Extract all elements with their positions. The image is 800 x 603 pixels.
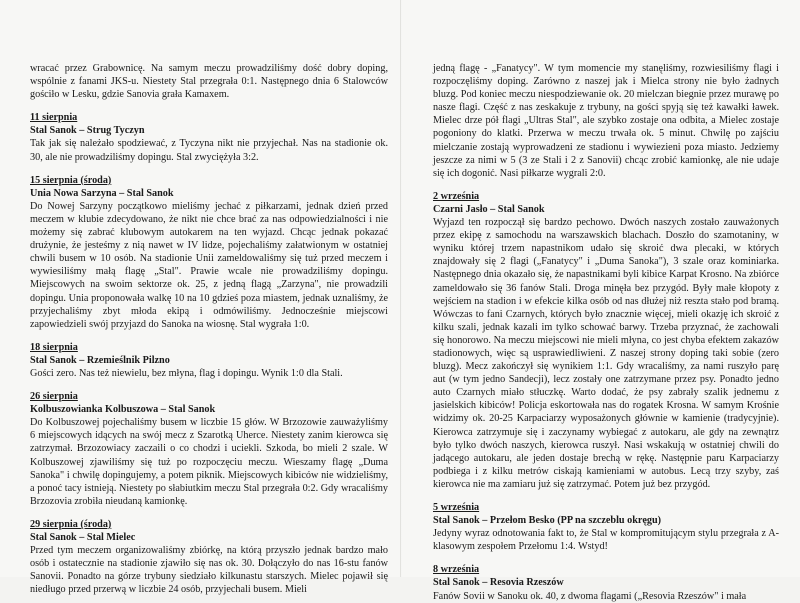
report-text: Fanów Sovii w Sanoku ok. 40, z dwoma flagami („Resovia Rzeszów" i mała bbox=[433, 590, 747, 602]
report-text: Gości zero. Nas też niewielu, bez młyna, flag i dopingu. Wynik 1:0 dla Stali. bbox=[30, 367, 343, 379]
report-section bbox=[433, 190, 779, 491]
report-date: 11 sierpnia bbox=[30, 112, 78, 124]
report-date: 5 września bbox=[433, 502, 480, 513]
report-text: Do Kolbuszowej pojechaliśmy busem w liczbie 15 głów. W Brzozowie zauważyliśmy 6 miejscowych idących na swój mecz z Szarotką Uherce. Niestety zanim kierowca się zatrzymał. Brzozowiacy zaczaili o co chodzi i uciekli. Szkoda, bo mieli 2 szale. W Kolbuszowej zjawiliśmy się tuż po rozpoczęciu meczu. Wieszamy flagę „Duma Sanoka" i chwilę dopingujemy, a potem piknik. Miejscowych kibiców nie widzieliśmy, a ponoć tacy istnieją. Niestety po słabiutkim meczu Stal przegrała 0:2. Gdy wracaliśmy Brzozovia zrobiła nieudaną kamionkę. bbox=[30, 417, 388, 507]
report-date: 15 sierpnia (środa) bbox=[30, 174, 112, 186]
report-section bbox=[30, 390, 388, 508]
report-section bbox=[30, 174, 388, 331]
report-match: Stal Sanok – Rzemieślnik Pilzno bbox=[30, 354, 170, 366]
report-match: Kolbuszowianka Kolbuszowa – Stal Sanok bbox=[30, 404, 216, 416]
report-section bbox=[433, 501, 779, 553]
report-match: Stal Sanok – Strug Tyczyn bbox=[30, 125, 145, 137]
report-date: 8 września bbox=[433, 564, 480, 576]
report-section bbox=[433, 563, 779, 602]
page-fold bbox=[400, 0, 402, 577]
report-match: Stal Sanok – Stal Mielec bbox=[30, 532, 136, 543]
left-column bbox=[30, 62, 388, 596]
report-date: 18 sierpnia bbox=[30, 341, 78, 353]
report-text: Do Nowej Sarzyny początkowo mieliśmy jechać z piłkarzami, jednak dzień przed meczem w klubie zdecydowano, że nikt nie chce brać za nas odpowiedzialności i nie możemy się zabrać klubowym autokarem na ten wyjazd. Chcąc jednak pokazać drużynie, że jesteśmy z nią nawet w IV lidze, pojechaliśmy załatwionym w ostatniej chwili busem w 10 osób. Na stadionie Unii zameldowaliśmy się tuż przed meczem i wywiesiliśmy małą flagę „Stal". Prawie wcale nie prowadziliśmy dopingu. Miejscowych na swoim sektorze ok. 25, z jedną flagą „Zarzyna", nie prowadzili dopingu. Unia proponowała walkę 10 na 10 gdzieś poza miastem, jednak uznaliśmy, że przyjechaliśmy zbyt młoda ekipą i odmówiliśmy. Jednocześnie miejscowi zapowiedzieli swój przyjazd do Sanoka na wiosnę. Stal wygrała 1:0. bbox=[30, 200, 388, 330]
report-text: Przed tym meczem organizowaliśmy zbiórkę, na którą przyszło jednak bardzo mało osób i ostatecznie na stadionie zjawiło się nas ok. 30. Dołączyło do nas 16-stu fanów Sanovii. Ponadto na górze trybuny siedziało kilkunastu starszych. Mielec pojawił się niedługo przed przerwą w liczbie 24 osób, przyjechali busem. Mieli bbox=[30, 545, 388, 596]
report-date: 2 września bbox=[433, 190, 480, 202]
report-section bbox=[30, 518, 388, 597]
report-text: Jedyny wyraz odnotowania fakt to, że Stal w kompromitującym stylu przegrała z A-klasowym zespołem Przełomu 1:4. Wstyd! bbox=[433, 528, 779, 553]
report-section bbox=[30, 341, 388, 380]
report-match: Unia Nowa Sarzyna – Stal Sanok bbox=[30, 187, 174, 199]
report-match: Stal Sanok – Resovia Rzeszów bbox=[433, 577, 564, 589]
report-match: Stal Sanok – Przełom Besko (PP na szczeblu okręgu) bbox=[433, 515, 662, 527]
report-text: Wyjazd ten rozpoczął się bardzo pechowo. Dwóch naszych zostało zauważonych przez ekipę z samochodu na warszawskich blachach. Doszło do szamotaniny, w wyniku której trzem napastnikom udało się skroić dwa plecaki, w których znajdowały się 2 flagi („Fanatycy" i „Duma Sanoka"), 3 szale oraz kominiarka. Następnego dnia okazało się, że napastnikami byli kibice Karpat Krosno. Na zbiórce zameldowało się 36 fanów Stali. Droga minęła bez przygód. Były małe kłopoty z wejściem na stadion i w efekcie kilka osób od nas dłużej niż reszta stało pod bramą. Wówczas to fani Czarnych, których było znacznie więcej, mieli okazję ich skroić z kilku szali, jednak kazali im tylko schować barwy. Trzeba przyznać, że zachowali się honorowo. Na meczu miejscowi nie mieli młyna, co jest chyba efektem zakazów stadionowych, więc są usprawiedliwieni. Z naszej strony doping taki sobie (zero bluzg). Mecz zakończył się wynikiem 1:1. Gdy wracaliśmy, za nami ruszyło parę aut (w tym jedno Sandecji), lecz zostały one zatrzymane przez psy. Ponadto jedno auto Czarnych miało stłuczkę. Warto dodać, że psy zabrały szalik jednemu z jasielskich kibiców! Policja eskortowała nas do rogatek Krosna. W samym Krośnie widzimy ok. 20-25 Karpaciarzy wyposażonych głównie w kamienie (tradycyjnie). Kierowca zatrzymuje się i zaczynamy wybiegać z autokaru, ale gdy na zewnątrz było tylko dwóch naszych, kierowca ruszył. Nasi wskakują w ostatniej chwili do jadącego autokaru, ale jeden dostaje brechą w rękę. Następnie paru Karpaciarzy podbiega i z kilku metrów ciskają kamieniami w autobus. Lecą trzy szyby, zaś kierowca nie ma zamiaru już się zatrzymać. Potem już bez przygód. bbox=[433, 217, 779, 490]
right-column bbox=[433, 62, 779, 603]
right-intro: jedną flagę - „Fanatycy". W tym momencie my stanęliśmy, rozwiesiliśmy flagi i rozpoczęliśmy doping. Zarówno z naszej jak i Mielca strony nie było żadnych bluzg. Pod koniec meczu niespodziewanie ok. 20 mielczan biegnie przez murawę po nasze flagi. Część z nas zeskakuje z trybuny, na gości spyją się też kawałki ławek. Mielec drze pół flagi „Ultras Stal", ale szybko zostaje ona odbita, a Mielec zostaje pogoniony do klatki. Przerwa w meczu trwała ok. 5 minut. Chwilę po zajściu mielczanie zostają wyprowadzeni ze stadionu i wywiezieni poza miasto. Jedziemy jeszcze za nimi w 5 (3 ze Stali i 2 z Sanovii) chcąc zrobić kamionkę, ale nie udaje się ich dogonić. Nasi piłkarze wygrali 2:0. bbox=[433, 63, 779, 179]
report-date: 29 sierpnia (środa) bbox=[30, 518, 112, 530]
report-match: Czarni Jasło – Stal Sanok bbox=[433, 203, 545, 215]
report-text: Tak jak się należało spodziewać, z Tyczyna nikt nie przyjechał. Nas na stadionie ok. 30, ale nie prowadziliśmy dopingu. Stal zwyciężyła 3:2. bbox=[30, 138, 388, 163]
left-intro: wracać przez Grabownicę. Na samym meczu prowadziliśmy dość dobry doping, wspólnie z fanami JKS-u. Niestety Stal przegrała 0:1. Następnego dnia 6 Stalowców gościło w Lesku, gdzie Sanovia grała Kamaxem. bbox=[30, 63, 388, 101]
report-date: 26 sierpnia bbox=[30, 391, 78, 403]
report-section bbox=[30, 111, 388, 163]
